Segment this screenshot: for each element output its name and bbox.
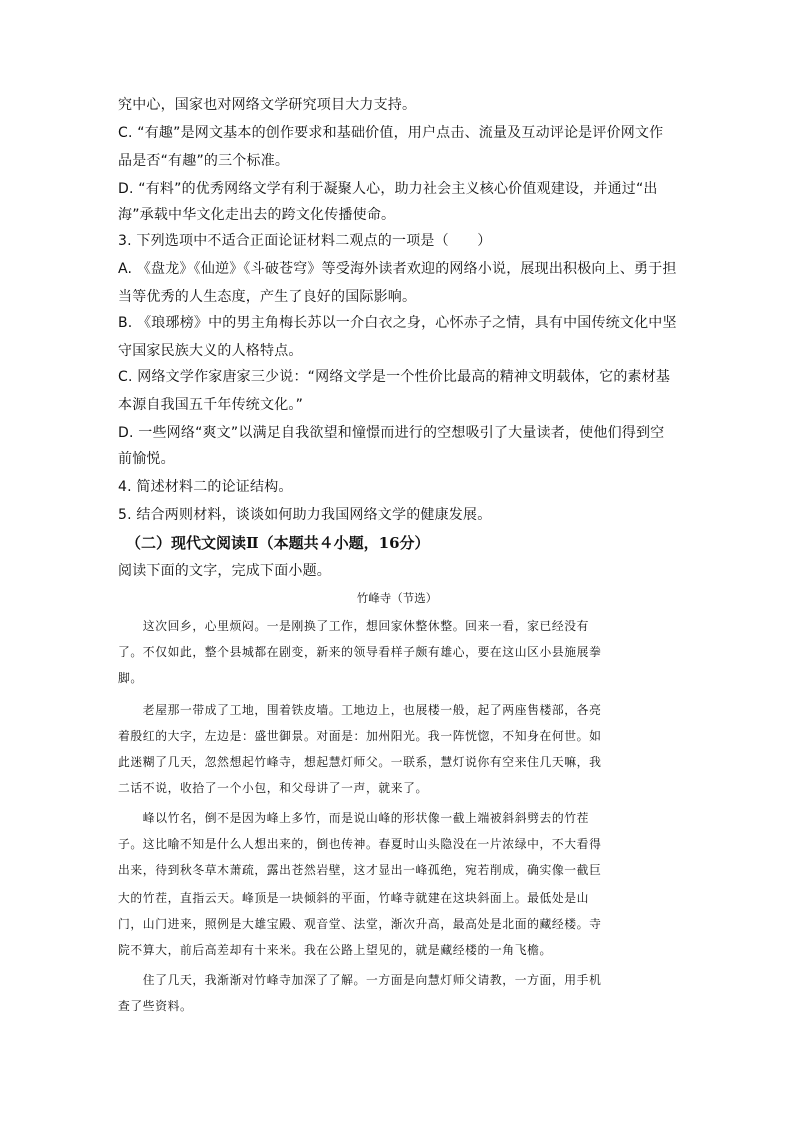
passage-line: 子。这比喻不知是什么人想出来的，倒也传神。春夏时山头隐没在一片浓绿中，不大看得: [118, 837, 602, 851]
passage-line: 此迷糊了几天，忽然想起竹峰寺，想起慧灯师父。一联系，慧灯说你有空来住几天嘛，我: [118, 755, 602, 769]
text-line: A. 《盘龙》《仙逆》《斗破苍穹》等受海外读者欢迎的网络小说，展现出积极向上、勇于担: [118, 261, 677, 277]
text-line: 当等优秀的人生态度，产生了良好的国际影响。: [118, 289, 417, 305]
text-line: C. 网络文学作家唐家三少说：“网络文学是一个性价比最高的精神文明载体，它的素材基: [118, 369, 671, 385]
passage-line: 二话不说，收拾了一个小包，和父母讲了一声，就来了。: [118, 781, 428, 795]
passage-line: 出来，待到秋冬草木萧疏，露出苍然岩壁，这才显出一峰孤绝，宛若削成，确实像一截巨: [118, 863, 602, 877]
text-line: C. “有趣”是网文基本的创作要求和基础价值，用户点击、流量及互动评论是评价网文作: [118, 125, 664, 141]
section-title: （二）现代文阅读Ⅱ（本题共４小题，16分）: [126, 534, 430, 552]
passage-line: 门，山门进来，照例是大雄宝殿、观音堂、法堂，渐次升高，最高处是北面的藏经楼。寺: [118, 917, 602, 931]
text-line: 守国家民族大义的人格特点。: [118, 343, 303, 359]
passage-line: 住了几天，我渐渐对竹峰寺加深了了解。一方面是向慧灯师父请教，一方面，用手机: [118, 973, 602, 987]
passage-line: 了。不仅如此，整个县城都在剧变，新来的领导看样子颇有雄心，要在这山区小县施展拳: [118, 645, 602, 659]
text-line: 品是否“有趣”的三个标准。: [118, 153, 290, 169]
passage-title: 竹峰寺（节选）: [356, 591, 438, 605]
question-3: 3. 下列选项中不适合正面论证材料二观点的一项是（ ）: [118, 233, 492, 249]
passage-line: 查了些资料。: [118, 999, 193, 1013]
text-line: D. “有料”的优秀网络文学有利于凝聚人心，助力社会主义核心价值观建设，并通过“出: [118, 181, 658, 197]
text-line: 究中心，国家也对网络文学研究项目大力支持。: [118, 97, 417, 113]
question-5: 5. 结合两则材料，谈谈如何助力我国网络文学的健康发展。: [118, 507, 492, 523]
text-line: 本源自我国五千年传统文化。”: [118, 397, 304, 413]
question-4: 4. 简述材料二的论证结构。: [118, 479, 293, 495]
instruction-text: 阅读下面的文字，完成下面小题。: [118, 563, 331, 579]
passage-line: 峰以竹名，倒不是因为峰上多竹，而是说山峰的形状像一截上端被斜斜劈去的竹茬: [118, 811, 590, 825]
text-line: D. 一些网络“爽文”以满足自我欲望和憧憬而进行的空想吸引了大量读者，使他们得到空: [118, 425, 665, 441]
passage-line: 院不算大，前后高差却有十来米。我在公路上望见的，就是藏经楼的一角飞檐。: [118, 943, 552, 957]
text-line: 海”承载中华文化走出去的跨文化传播使命。: [118, 207, 396, 223]
passage-line: 脚。: [118, 671, 143, 685]
text-line: B. 《琅琊榜》中的男主角梅长苏以一介白衣之身，心怀赤子之情，具有中国传统文化中坚: [118, 315, 677, 331]
passage-line: 老屋那一带成了工地，围着铁皮墙。工地边上，也展楼一般，起了两座售楼部，各亮: [118, 703, 602, 717]
passage-line: 大的竹茬，直指云天。峰顶是一块倾斜的平面，竹峰寺就建在这块斜面上。最低处是山: [118, 891, 590, 905]
passage-line: 这次回乡，心里烦闷。一是刚换了工作，想回家休整休整。回来一看，家已经没有: [118, 619, 590, 633]
passage-line: 着殷红的大字，左边是：盛世御景。对面是：加州阳光。我一阵恍惚，不知身在何世。如: [118, 729, 602, 743]
text-line: 前愉悦。: [118, 451, 175, 467]
